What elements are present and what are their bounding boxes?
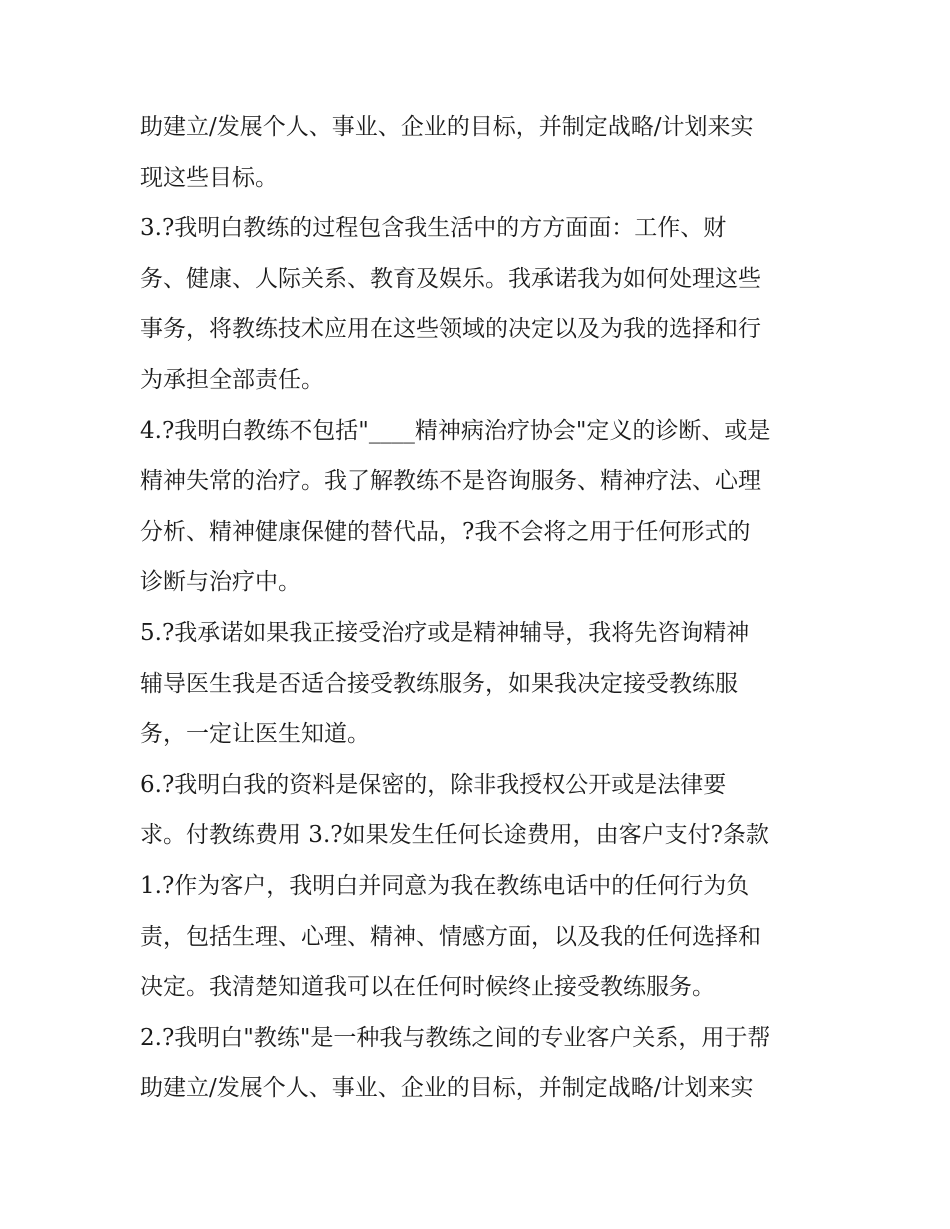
text-line: 精神失常的治疗。我了解教练不是咨询服务、精神疗法、心理 — [140, 468, 761, 495]
document-body — [140, 102, 820, 1114]
text-line: 现这些目标。 — [140, 164, 278, 191]
text-line: 2.?我明白"教练"是一种我与教练之间的专业客户关系，用于帮 — [140, 1024, 771, 1051]
text-line: 决定。我清楚知道我可以在任何时候终止接受教练服务。 — [140, 974, 715, 1001]
text-line: 3.?我明白教练的过程包含我生活中的方方面面：工作、财 — [140, 215, 727, 242]
text-line: 务，一定让医生知道。 — [140, 721, 370, 748]
text-line: 助建立/发展个人、事业、企业的目标，并制定战略/计划来实 — [140, 114, 754, 140]
text-line: 4.?我明白教练不包括"____精神病治疗协会"定义的诊断、或是 — [140, 417, 771, 444]
text-line: 6.?我明白我的资料是保密的，除非我授权公开或是法律要 — [140, 771, 727, 798]
text-line: 分析、精神健康保健的替代品，?我不会将之用于任何形式的 — [140, 518, 751, 545]
text-line: 5.?我承诺如果我正接受治疗或是精神辅导，我将先咨询精神 — [140, 619, 750, 646]
text-line: 求。付教练费用 3.?如果发生任何长途费用，由客户支付?条款 — [140, 822, 769, 849]
text-line: 辅导医生我是否适合接受教练服务，如果我决定接受教练服 — [140, 670, 738, 697]
text-line: 为承担全部责任。 — [140, 366, 324, 393]
text-line: 务、健康、人际关系、教育及娱乐。我承诺我为如何处理这些 — [140, 265, 761, 292]
text-line: 助建立/发展个人、事业、企业的目标，并制定战略/计划来实 — [140, 1075, 754, 1102]
text-line: 事务，将教练技术应用在这些领域的决定以及为我的选择和行 — [140, 316, 761, 343]
text-line: 责，包括生理、心理、精神、情感方面，以及我的任何选择和 — [140, 923, 761, 950]
text-line: 诊断与治疗中。 — [140, 569, 301, 596]
text-line: 1.?作为客户，我明白并同意为我在教练电话中的任何行为负 — [140, 872, 750, 899]
